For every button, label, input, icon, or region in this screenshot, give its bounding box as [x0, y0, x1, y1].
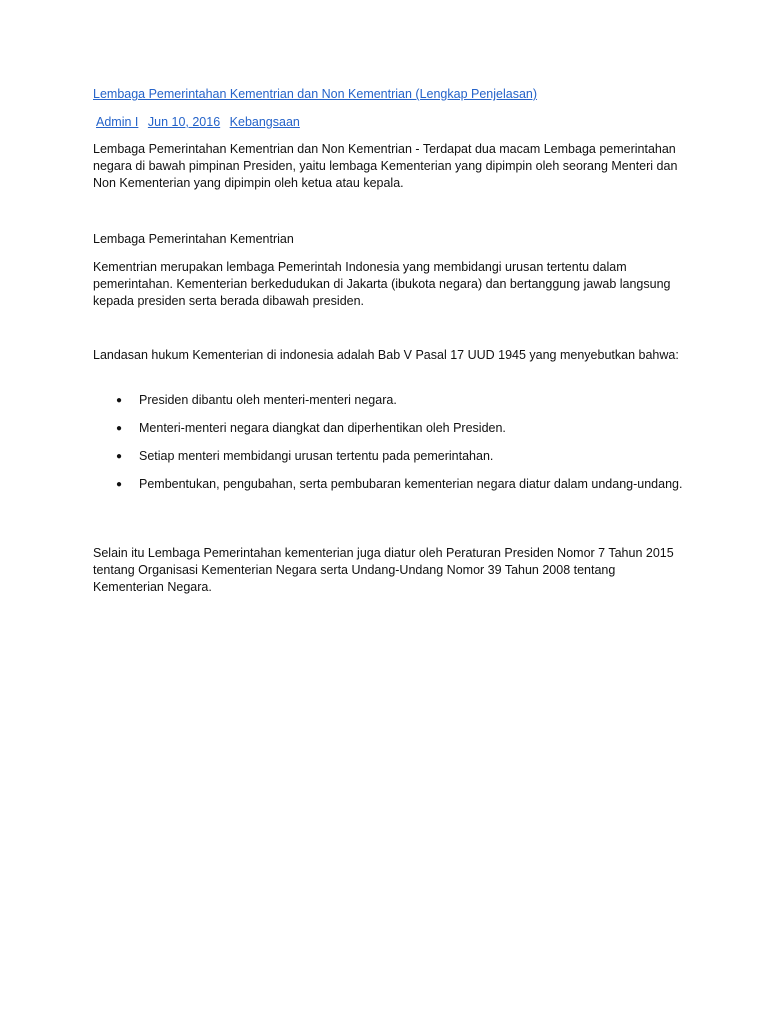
section-heading: Lembaga Pemerintahan Kementrian [93, 232, 294, 246]
article-title-link[interactable]: Lembaga Pemerintahan Kementrian dan Non Kementrian (Lengkap Penjelasan) [93, 87, 538, 101]
list-item-text: Setiap menteri membidangi urusan tertentu pada pemerintahan. [139, 449, 494, 463]
regulation-paragraph: Selain itu Lembaga Pemerintahan kementerian juga diatur oleh Peraturan Presiden Nomor 7 Tahun 2015 tentang Organisasi Kementerian Negara serta Undang-Undang Nomor 39 Tahun 2008 tentang Kementerian Negara. [93, 546, 674, 594]
list-item-text: Pembentukan, pengubahan, serta pembubaran kementerian negara diatur dalam undang-undang. [139, 477, 683, 491]
bullet-icon: ● [116, 451, 123, 462]
date-link[interactable]: Jun 10, 2016 [147, 115, 221, 129]
legal-basis-paragraph: Landasan hukum Kementerian di indonesia adalah Bab V Pasal 17 UUD 1945 yang menyebutkan bahwa: [93, 348, 679, 362]
ministry-description-paragraph: Kementrian merupakan lembaga Pemerintah Indonesia yang membidangi urusan tertentu dalam pemerintahan. Kementerian berkedudukan di Jakarta (ibukota negara) dan bertanggung jawab langsung kepada presiden serta berada dibawah presiden. [93, 260, 671, 308]
bullet-icon: ● [116, 479, 123, 490]
list-item [93, 392, 683, 409]
bullet-icon: ● [116, 423, 123, 434]
list-item [93, 448, 683, 465]
category-link[interactable]: Kebangsaan [229, 115, 300, 129]
list-item-text: Presiden dibantu oleh menteri-menteri negara. [139, 393, 397, 407]
author-link[interactable]: Admin I [96, 115, 139, 129]
list-item-text: Menteri-menteri negara diangkat dan diperhentikan oleh Presiden. [139, 421, 506, 435]
legal-basis-list [93, 392, 683, 504]
list-item [93, 476, 683, 493]
list-item [93, 420, 683, 437]
intro-paragraph: Lembaga Pemerintahan Kementrian dan Non Kementrian - Terdapat dua macam Lembaga pemerintahan negara di bawah pimpinan Presiden, yaitu lembaga Kementerian yang dipimpin oleh seorang Menteri dan Non Kementerian yang dipimpin oleh ketua atau kepala. [93, 142, 678, 190]
article-meta [96, 115, 306, 129]
bullet-icon: ● [116, 395, 123, 406]
